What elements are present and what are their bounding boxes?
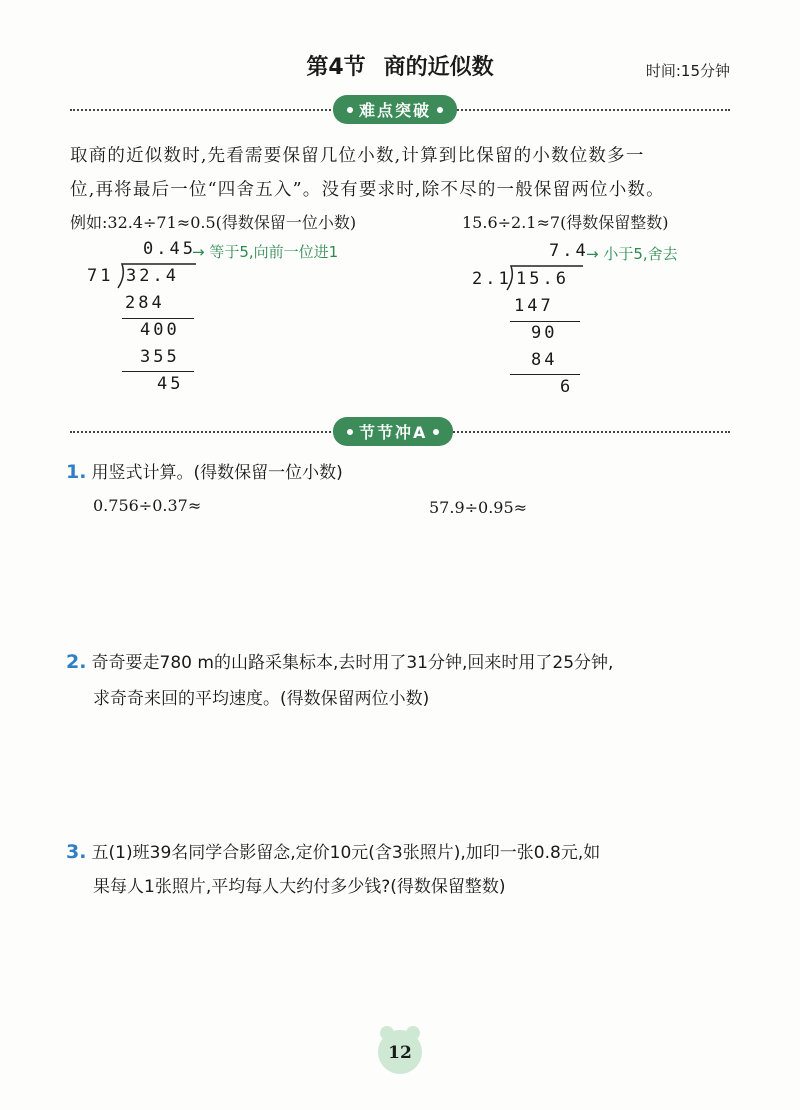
practice-label: 节节冲A <box>359 423 428 442</box>
quotient: 7.4 <box>549 241 589 261</box>
step-2: 355 <box>140 347 180 367</box>
quotient: 0.45 <box>143 239 196 259</box>
question-number: 2. <box>66 651 87 673</box>
time-limit: 时间:15分钟 <box>645 62 730 80</box>
rounding-note: → 小于5,舍去 <box>586 245 678 263</box>
explanation-line-2: 位,再将最后一位“四舍五入”。没有要求时,除不尽的一般保留两位小数。 <box>70 180 665 200</box>
remainder-1: 400 <box>140 320 180 340</box>
section-number: 第4节 <box>306 55 366 80</box>
section-title: 商的近似数 <box>383 55 494 80</box>
step-1: 147 <box>514 296 554 316</box>
question-text: 用竖式计算。(得数保留一位小数) <box>91 463 343 483</box>
rounding-note: → 等于5,向前一位进1 <box>192 243 339 261</box>
step-line <box>510 321 580 322</box>
question-text: 奇奇要走780 m的山路采集标本,去时用了31分钟,回来时用了25分钟, <box>91 653 614 673</box>
remainder-1: 90 <box>531 323 558 343</box>
dot-icon <box>433 429 439 435</box>
difficulty-badge <box>333 95 457 124</box>
remainder-2: 6 <box>560 377 574 397</box>
question-number: 1. <box>66 461 87 483</box>
divisor: 2.1 <box>472 269 512 289</box>
example-1: 例如:32.4÷71≈0.5(得数保留一位小数) <box>70 213 357 232</box>
explanation-line-1: 取商的近似数时,先看需要保留几位小数,计算到比保留的小数位数多一 <box>70 146 645 166</box>
step-line <box>122 371 194 372</box>
step-2: 84 <box>531 350 558 370</box>
page-number <box>378 1030 422 1074</box>
dot-icon <box>347 429 353 435</box>
question-1 <box>66 458 343 483</box>
example-2: 15.6÷2.1≈7(得数保留整数) <box>462 213 669 232</box>
step-line <box>122 318 194 319</box>
question-text: 五(1)班39名同学合影留念,定价10元(含3张照片),加印一张0.8元,如 <box>91 843 601 863</box>
dot-icon <box>347 107 353 113</box>
page-number-text: 12 <box>388 1043 412 1063</box>
expression-1: 0.756÷0.37≈ <box>93 496 202 515</box>
question-2 <box>66 648 613 673</box>
expression-2: 57.9÷0.95≈ <box>429 498 528 517</box>
question-3 <box>66 838 600 863</box>
question-number: 3. <box>66 841 87 863</box>
divisor: 71 <box>87 266 114 286</box>
step-1: 284 <box>125 293 165 313</box>
dividend: 15.6 <box>516 269 569 289</box>
question-text-cont: 求奇奇来回的平均速度。(得数保留两位小数) <box>93 689 430 709</box>
remainder-2: 45 <box>157 374 184 394</box>
difficulty-label: 难点突破 <box>359 101 432 120</box>
practice-badge <box>333 417 453 446</box>
step-line <box>510 374 580 375</box>
dot-icon <box>437 107 443 113</box>
dividend: 32.4 <box>126 266 179 286</box>
question-text-cont: 果每人1张照片,平均每人大约付多少钱?(得数保留整数) <box>93 877 506 897</box>
